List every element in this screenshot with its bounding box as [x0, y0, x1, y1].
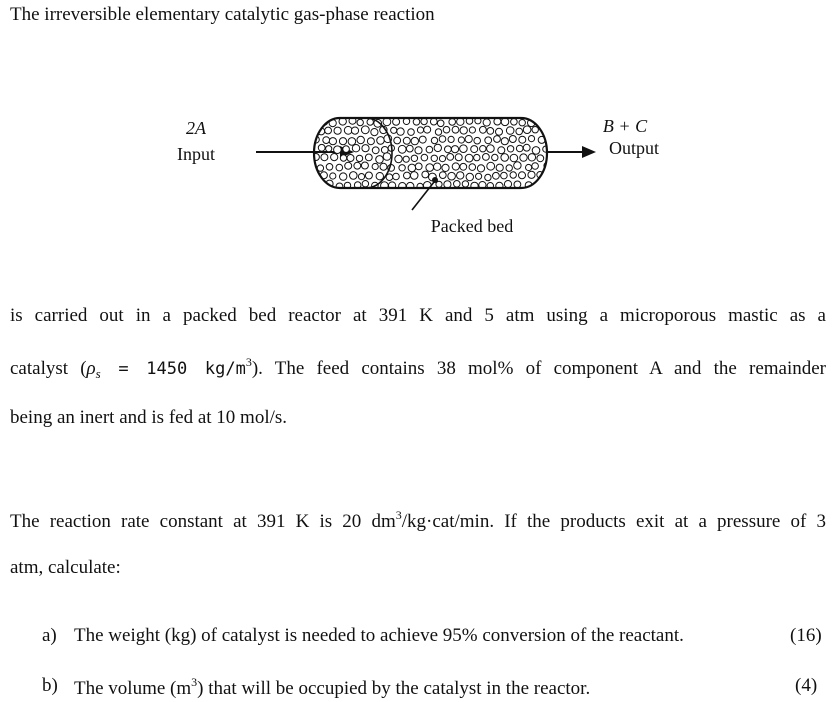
- catalyst-pellet: [519, 136, 526, 143]
- catalyst-pellet: [445, 146, 452, 153]
- catalyst-pellet: [426, 146, 433, 153]
- catalyst-pellet: [380, 163, 387, 170]
- catalyst-pellet: [419, 136, 426, 143]
- catalyst-pellet: [434, 144, 441, 151]
- catalyst-pellet: [487, 162, 495, 170]
- catalyst-pellet: [326, 146, 332, 152]
- catalyst-pellet: [371, 129, 378, 136]
- catalyst-pellet: [367, 138, 374, 145]
- catalyst-pellet: [469, 127, 475, 133]
- intro-text: The irreversible elementary catalytic gas-phase reaction: [10, 4, 435, 25]
- catalyst-pellet: [532, 163, 539, 170]
- catalyst-pellet: [458, 137, 464, 143]
- catalyst-pellet: [492, 154, 498, 160]
- paragraph1-line3: being an inert and is fed at 10 mol/s.: [10, 407, 288, 428]
- catalyst-pellet: [511, 119, 518, 126]
- catalyst-pellet: [460, 127, 467, 134]
- catalyst-pellet: [312, 173, 319, 180]
- input-label: Input: [177, 144, 215, 164]
- catalyst-pellet: [465, 136, 472, 143]
- catalyst-pellet: [372, 163, 378, 169]
- catalyst-pellet: [406, 145, 413, 152]
- question-a-marks: (16): [790, 625, 822, 646]
- catalyst-pellet: [444, 181, 451, 188]
- catalyst-pellet: [393, 173, 400, 180]
- catalyst-pellet: [393, 118, 400, 125]
- catalyst-pellet: [356, 155, 362, 161]
- catalyst-pellet: [523, 144, 530, 151]
- catalyst-pellet: [537, 155, 544, 162]
- catalyst-pellet: [439, 156, 445, 162]
- paragraph2-line2: atm, calculate:: [10, 557, 121, 578]
- catalyst-pellet: [501, 154, 509, 162]
- catalyst-pellet: [501, 172, 508, 179]
- density-value: = 1450 kg/m: [100, 359, 246, 379]
- catalyst-pellet: [498, 147, 505, 154]
- question-b-marks: (4): [795, 675, 818, 696]
- catalyst-pellet: [516, 128, 523, 135]
- catalyst-pellet: [362, 181, 368, 187]
- catalyst-pellet: [439, 172, 446, 179]
- catalyst-pellet: [316, 182, 323, 189]
- catalyst-pellet: [361, 126, 369, 134]
- catalyst-pellet: [528, 154, 535, 161]
- paragraph2-line1: The reaction rate constant at 391 K is 20 $dm^3/kg\cdot cat/\min$. If the products exit at a pressure of 3: [10, 508, 826, 532]
- catalyst-pellet: [474, 137, 481, 144]
- catalyst-pellet: [343, 146, 350, 153]
- input-species: 2A: [186, 118, 206, 138]
- catalyst-pellet: [494, 136, 501, 143]
- catalyst-pellet: [435, 129, 441, 135]
- catalyst-pellet: [426, 164, 434, 172]
- catalyst-pellet: [452, 163, 459, 170]
- catalyst-pellet: [504, 181, 511, 188]
- catalyst-pellet: [331, 154, 338, 161]
- catalyst-pellet: [417, 127, 423, 133]
- catalyst-pellet: [408, 164, 416, 172]
- catalyst-pellet: [403, 137, 410, 144]
- catalyst-pellet: [532, 147, 540, 155]
- catalyst-pellet: [509, 136, 516, 143]
- catalyst-pellet: [448, 172, 456, 180]
- catalyst-pellet: [452, 126, 459, 133]
- catalyst-pellet: [340, 155, 346, 161]
- catalyst-pellet: [318, 144, 325, 151]
- catalyst-pellet: [523, 126, 531, 134]
- catalyst-pellet: [480, 126, 487, 133]
- catalyst-pellet: [403, 156, 409, 162]
- packed-bed-label: Packed bed: [430, 216, 514, 236]
- catalyst-pellet: [365, 154, 372, 161]
- question-b-label: b): [42, 675, 58, 696]
- catalyst-pellet: [325, 127, 332, 134]
- catalyst-pellet: [520, 154, 527, 161]
- catalyst-pellet: [358, 174, 364, 180]
- catalyst-pellet: [528, 171, 535, 178]
- catalyst-pellet: [351, 127, 358, 134]
- catalyst-pellet: [411, 155, 417, 161]
- catalyst-pellet: [474, 154, 480, 160]
- catalyst-pellet: [357, 119, 363, 125]
- catalyst-pellet: [350, 172, 358, 180]
- catalyst-pellet: [501, 118, 509, 126]
- catalyst-pellet: [454, 181, 461, 188]
- output-species: B + C: [602, 116, 648, 136]
- catalyst-pellet: [395, 155, 402, 162]
- catalyst-pellet: [377, 137, 385, 145]
- catalyst-pellet: [496, 164, 503, 171]
- catalyst-pellet: [334, 127, 341, 134]
- catalyst-pellet: [487, 127, 494, 134]
- catalyst-pellet: [410, 172, 418, 180]
- catalyst-pellet: [457, 118, 464, 125]
- catalyst-pellet: [449, 119, 456, 126]
- catalyst-pellet: [408, 129, 415, 136]
- catalyst-pellet: [321, 154, 328, 161]
- catalyst-pellet: [506, 165, 512, 171]
- catalyst-pellet: [487, 145, 495, 153]
- catalyst-pellet: [415, 147, 422, 154]
- catalyst-pellet: [352, 145, 359, 152]
- catalyst-pellet: [336, 164, 343, 171]
- catalyst-pellet: [372, 147, 379, 154]
- catalyst-pellet: [397, 128, 404, 135]
- catalyst-pellet: [507, 146, 513, 152]
- catalyst-pellet: [348, 138, 356, 146]
- catalyst-pellet: [357, 136, 364, 143]
- catalyst-pellet: [422, 171, 429, 178]
- output-label: Output: [608, 138, 659, 158]
- catalyst-pellet: [424, 126, 431, 133]
- catalyst-pellet: [443, 126, 450, 133]
- catalyst-pellet: [448, 136, 454, 142]
- output-arrowhead: [582, 146, 596, 158]
- catalyst-pellet: [413, 119, 420, 126]
- catalyst-pellet: [510, 172, 516, 178]
- catalyst-pellet: [376, 173, 383, 180]
- catalyst-pellet: [466, 173, 473, 180]
- catalyst-pellet: [411, 137, 418, 144]
- catalyst-pellet: [519, 172, 526, 179]
- catalyst-pellet: [485, 174, 491, 180]
- catalyst-pellet: [434, 163, 441, 170]
- catalyst-pellet: [431, 137, 437, 143]
- catalyst-pellet: [340, 173, 347, 180]
- catalyst-pellet: [354, 162, 361, 169]
- catalyst-pellet: [362, 145, 369, 152]
- catalyst-pellet: [471, 146, 478, 153]
- catalyst-pellet: [345, 162, 352, 169]
- catalyst-pellet: [480, 146, 486, 152]
- catalyst-pellet: [442, 164, 449, 171]
- catalyst-pellet: [326, 164, 333, 171]
- catalyst-pellet: [460, 163, 467, 170]
- catalyst-pellet: [399, 165, 405, 171]
- catalyst-pellet: [329, 138, 336, 145]
- catalyst-pellet: [330, 173, 336, 179]
- catalyst-pellet: [528, 136, 534, 142]
- catalyst-pellet: [462, 181, 468, 187]
- catalyst-pellet: [383, 153, 391, 161]
- question-a-label: a): [42, 625, 57, 646]
- catalyst-pellet: [460, 145, 468, 153]
- catalyst-pellet: [323, 137, 330, 144]
- catalyst-pellet: [339, 138, 346, 145]
- catalyst-pellet: [415, 163, 422, 170]
- catalyst-pellet: [483, 119, 490, 126]
- question-b-text: The volume $(m^3)$ that will be occupied by the catalyst in the reactor.: [74, 675, 591, 699]
- catalyst-pellet: [439, 136, 446, 143]
- catalyst-pellet: [398, 145, 406, 153]
- catalyst-pellet: [361, 162, 368, 169]
- rho-symbol: ρ: [86, 358, 96, 379]
- catalyst-pellet: [394, 137, 401, 144]
- catalyst-pellet: [476, 173, 482, 179]
- catalyst-pellet: [457, 172, 464, 179]
- catalyst-pellet: [541, 181, 547, 187]
- catalyst-pellet: [347, 155, 354, 162]
- paragraph1-line1: is carried out in a packed bed reactor at 391 K and 5 atm using a microporous mastic as a: [10, 305, 826, 326]
- catalyst-pellet: [376, 156, 384, 164]
- catalyst-pellet: [493, 172, 500, 179]
- catalyst-pellet: [526, 164, 532, 170]
- catalyst-pellet: [539, 120, 547, 128]
- catalyst-pellet: [516, 145, 523, 152]
- catalyst-pellet: [506, 127, 514, 135]
- catalyst-pellet: [404, 172, 411, 179]
- packed-bed-pointer-dot: [432, 177, 438, 183]
- catalyst-pellet: [485, 137, 492, 144]
- catalyst-pellet: [447, 154, 454, 161]
- catalyst-pellet: [451, 146, 458, 153]
- paragraph1-line2: catalyst ($\rho_s = 1450$ $kg/m^3$). The feed contains 38 mol% of component A and the remainder: [10, 355, 827, 381]
- catalyst-pellet: [514, 181, 521, 188]
- catalyst-pellet: [421, 118, 427, 124]
- catalyst-pellet: [501, 138, 508, 145]
- catalyst-pellet: [437, 120, 444, 127]
- catalyst-pellet: [431, 155, 437, 161]
- catalyst-pellet: [313, 119, 319, 125]
- catalyst-pellet: [391, 127, 397, 133]
- catalyst-pellet: [483, 154, 490, 161]
- catalyst-pellet: [469, 164, 476, 171]
- catalyst-pellet: [365, 172, 372, 179]
- catalyst-pellet: [455, 154, 462, 161]
- catalyst-pellet: [510, 154, 518, 162]
- catalyst-pellet: [519, 120, 525, 126]
- catalyst-pellet: [465, 154, 473, 162]
- catalyst-pellet: [496, 128, 503, 135]
- catalyst-pellet: [421, 154, 428, 161]
- question-a-text: The weight (kg) of catalyst is needed to achieve 95% conversion of the reactant.: [74, 625, 684, 646]
- catalyst-pellet: [334, 146, 342, 154]
- catalyst-pellet: [514, 162, 521, 169]
- catalyst-pellet: [430, 118, 437, 125]
- catalyst-pellet: [477, 165, 484, 172]
